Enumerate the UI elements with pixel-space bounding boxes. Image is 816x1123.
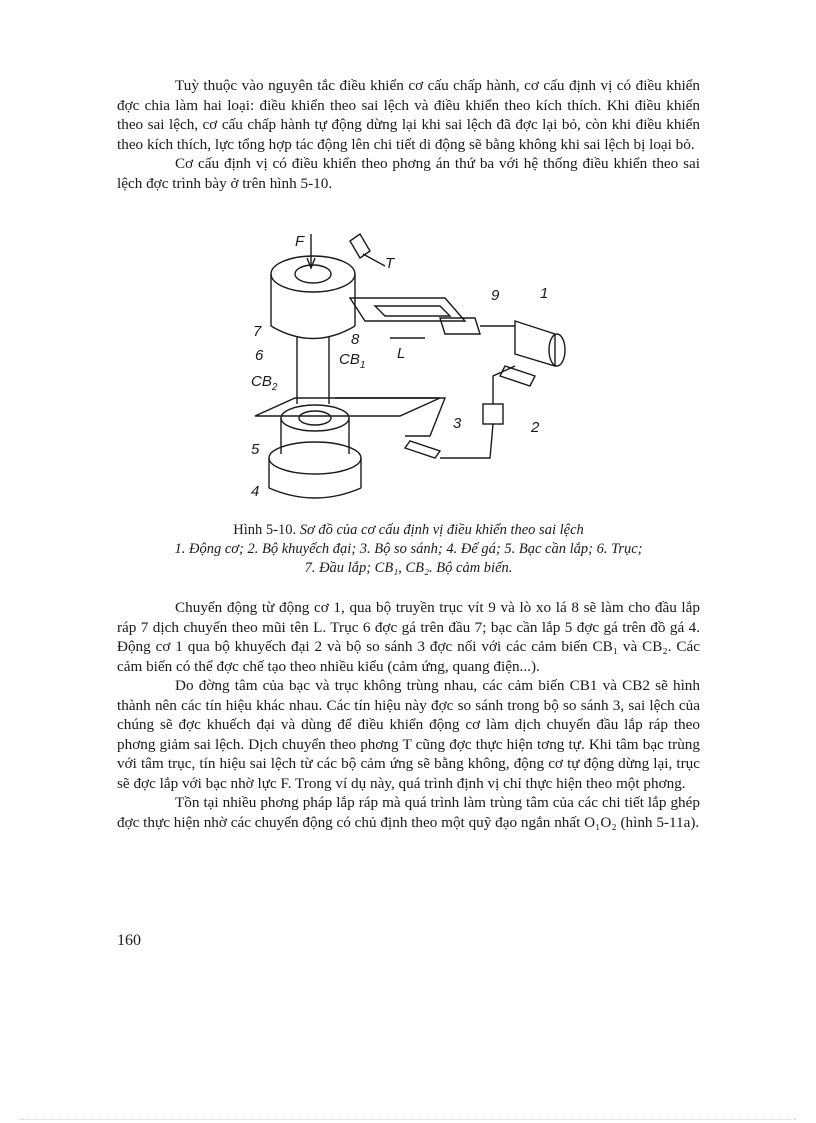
label-cb2: $CB_2$ bbox=[251, 373, 278, 393]
torque-key bbox=[350, 234, 370, 258]
amplifier-2 bbox=[483, 404, 503, 424]
paragraph-shortest-path: Tồn tại nhiều phơng pháp lắp ráp mà quá trình làm trùng tâm của các chi tiết lắp ghép đợc thực hiện nhờ các chuyển động có chủ định theo một quỹ đạo ngắn nhất O₁O₂ (hình 5-11a). bbox=[117, 794, 700, 831]
mechanism-diagram bbox=[235, 226, 595, 516]
label-7: 7 bbox=[253, 323, 262, 340]
intro-text bbox=[117, 76, 700, 193]
head-bottom bbox=[271, 326, 355, 339]
torque-label: T bbox=[385, 255, 395, 272]
label-4: 4 bbox=[251, 483, 260, 500]
fixture-bottom bbox=[269, 488, 361, 498]
amplifier-wire bbox=[493, 366, 515, 404]
label-2: 2 bbox=[531, 419, 540, 436]
footer-divider bbox=[20, 1119, 796, 1120]
label-1: 1 bbox=[540, 285, 549, 302]
fixture-top bbox=[269, 442, 361, 474]
explanation-text bbox=[117, 598, 700, 832]
comparator-3 bbox=[405, 441, 440, 458]
force-label: F bbox=[295, 233, 305, 250]
leaf-spring-8 bbox=[375, 306, 450, 316]
figure-caption bbox=[117, 521, 700, 578]
page-number: 160 bbox=[117, 932, 141, 949]
bushing-top bbox=[281, 405, 349, 431]
caption-legend-line-1: 1. Động cơ; 2. Bộ khuyếch đại; 3. Bộ so sánh; 4. Đế gá; 5. Bạc cần lắp; 6. Trục; bbox=[174, 541, 643, 557]
positioning-mechanism-figure bbox=[235, 226, 595, 516]
motor-mount bbox=[500, 366, 535, 386]
paragraph-control-types: Tuỳ thuộc vào nguyên tắc điều khiển cơ cấu chấp hành, cơ cấu định vị có điều khiển đợc chia làm hai loại: điều khiển theo sai lệch và điều khiển theo kích thích. Khi điều khiển theo sai lệch, cơ cấu chấp hành tự động dừng lại khi sai lệch đã đợc lại bỏ, còn khi điều khiển theo kích thích, lực tổng hợp tác động lên chi tiết di động sẽ bằng không khi sai lệch bị loại bỏ. bbox=[117, 77, 700, 153]
label-9: 9 bbox=[491, 287, 500, 304]
label-cb1: $CB_1$ bbox=[339, 351, 366, 371]
head-bore bbox=[295, 265, 331, 283]
bushing-bore bbox=[299, 411, 331, 425]
label-5: 5 bbox=[251, 441, 260, 458]
caption-legend-line-2: 7. Đầu lắp; CB₁, CB₂. Bộ cảm biến. bbox=[304, 560, 513, 576]
torque-arrow bbox=[363, 254, 385, 266]
caption-title: Sơ đồ của cơ cấu định vị điều khiển theo sai lệch bbox=[299, 522, 584, 538]
paragraph-figure-reference: Cơ cấu định vị có điều khiển theo phơng án thứ ba với hệ thống điều khiển theo sai lệch đợc trình bày ở trên hình 5-10. bbox=[117, 155, 700, 192]
label-6: 6 bbox=[255, 347, 264, 364]
displacement-label: L bbox=[397, 345, 406, 362]
motor-end bbox=[549, 334, 565, 366]
caption-title-line bbox=[117, 521, 700, 540]
caption-prefix: Hình 5-10. bbox=[233, 522, 300, 538]
paragraph-signal-comparison: Do đờng tâm của bạc và trục không trùng nhau, các cảm biến CB1 và CB2 sẽ hình thành nên các tín hiệu khác nhau. Các tín hiệu này đợc so sánh trong bộ so sánh 3, sai lệch của chúng sẽ đợc khuếch đại và dùng để điều khiển động cơ làm dịch chuyển đầu lắp ráp theo phơng giảm sai lệch. Dịch chuyển theo phơng T cũng đợc thực hiện tơng tự. Khi tâm bạc trùng với tâm trục, tín hiệu sai lệch từ các bộ cảm ứng sẽ bằng không, động cơ tự động dừng lại, trục sẽ đợc lắp với bạc nhờ lực F. Trong ví dụ này, quá trình định vị chỉ thực hiện theo một phơng. bbox=[117, 677, 700, 792]
paragraph-motion-transfer: Chuyển động từ động cơ 1, qua bộ truyền trục vít 9 và lò xo lá 8 sẽ làm cho đầu lắp ráp 7 dịch chuyển theo mũi tên L. Trục 6 đợc gá trên đầu 7; bạc cần lắp 5 đợc gá trên đồ gá 4. Động cơ 1 qua bộ khuyếch đại 2 và bộ so sánh 3 đợc nối với các cảm biến CB₁ và CB₂. Các cảm biến có thể đợc chế tạo theo nhiều kiểu (cảm ứng, quang điện...). bbox=[117, 599, 700, 675]
comparator-wire bbox=[440, 424, 493, 458]
label-3: 3 bbox=[453, 415, 462, 432]
label-8: 8 bbox=[351, 331, 360, 348]
